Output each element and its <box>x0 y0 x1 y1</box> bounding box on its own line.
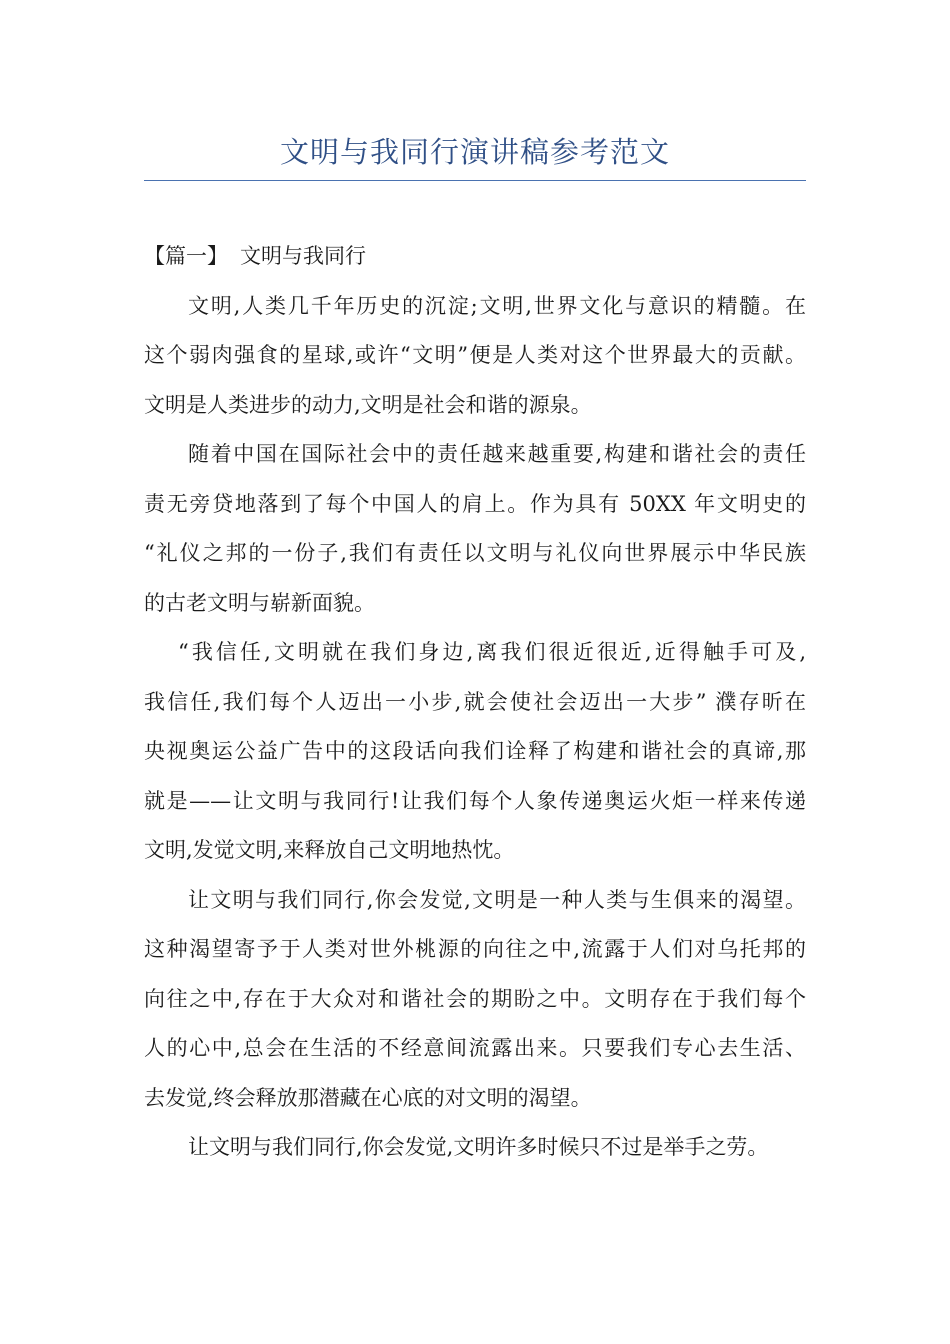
title-underline-rule <box>144 180 806 181</box>
paragraph-4 <box>144 876 806 1124</box>
paragraph-line: 央视奥运公益广告中的这段话向我们诠释了构建和谐社会的真谛,那 <box>144 739 806 763</box>
paragraph-line: 文明,人类几千年历史的沉淀;文明,世界文化与意识的精髓。在 <box>188 293 806 318</box>
paragraph-line: “我信任,文明就在我们身边,离我们很近很近,近得触手可及, <box>178 640 806 664</box>
paragraph-line: 文明是人类进步的动力,文明是社会和谐的源泉。 <box>144 392 592 417</box>
paragraph-line: 让文明与我们同行,你会发觉,文明许多时候只不过是举手之劳。 <box>188 1135 769 1159</box>
paragraph-line: 让文明与我们同行,你会发觉,文明是一种人类与生俱来的渴望。 <box>188 887 806 912</box>
paragraph-1 <box>144 282 806 431</box>
paragraph-line: 文明,发觉文明,来释放自己文明地热忱。 <box>144 838 515 862</box>
paragraph-line: 我信任,我们每个人迈出一小步,就会使社会迈出一大步” 濮存昕在 <box>144 689 806 714</box>
paragraph-line: 这种渴望寄予于人类对世外桃源的向往之中,流露于人们对乌托邦的 <box>144 937 806 961</box>
section-name: 文明与我同行 <box>240 244 366 268</box>
document-title: 文明与我同行演讲稿参考范文 <box>279 135 670 169</box>
section-heading <box>144 232 806 282</box>
paragraph-2 <box>144 430 806 628</box>
document-body <box>144 232 806 1173</box>
paragraph-5 <box>144 1123 806 1173</box>
paragraph-line: 这个弱肉强食的星球,或许“文明”便是人类对这个世界最大的贡献。 <box>144 343 806 367</box>
paragraph-line: 的古老文明与崭新面貌。 <box>144 590 375 615</box>
paragraph-line: 责无旁贷地落到了每个中国人的肩上。作为具有 50XX 年文明史的 <box>144 491 806 516</box>
paragraph-line: 向往之中,存在于大众对和谐社会的期盼之中。文明存在于我们每个 <box>144 986 806 1011</box>
paragraph-3 <box>144 628 806 876</box>
paragraph-line: 去发觉,终会释放那潜藏在心底的对文明的渴望。 <box>144 1085 592 1110</box>
paragraph-line: 人的心中,总会在生活的不经意间流露出来。只要我们专心去生活、 <box>144 1036 806 1060</box>
paragraph-line: 就是——让文明与我同行!让我们每个人象传递奥运火炬一样来传递 <box>144 788 806 813</box>
section-tag: 【篇一】 <box>144 244 228 268</box>
paragraph-line: “礼仪之邦的一份子,我们有责任以文明与礼仪向世界展示中华民族 <box>144 541 806 565</box>
paragraph-line: 随着中国在国际社会中的责任越来越重要,构建和谐社会的责任 <box>188 442 806 466</box>
